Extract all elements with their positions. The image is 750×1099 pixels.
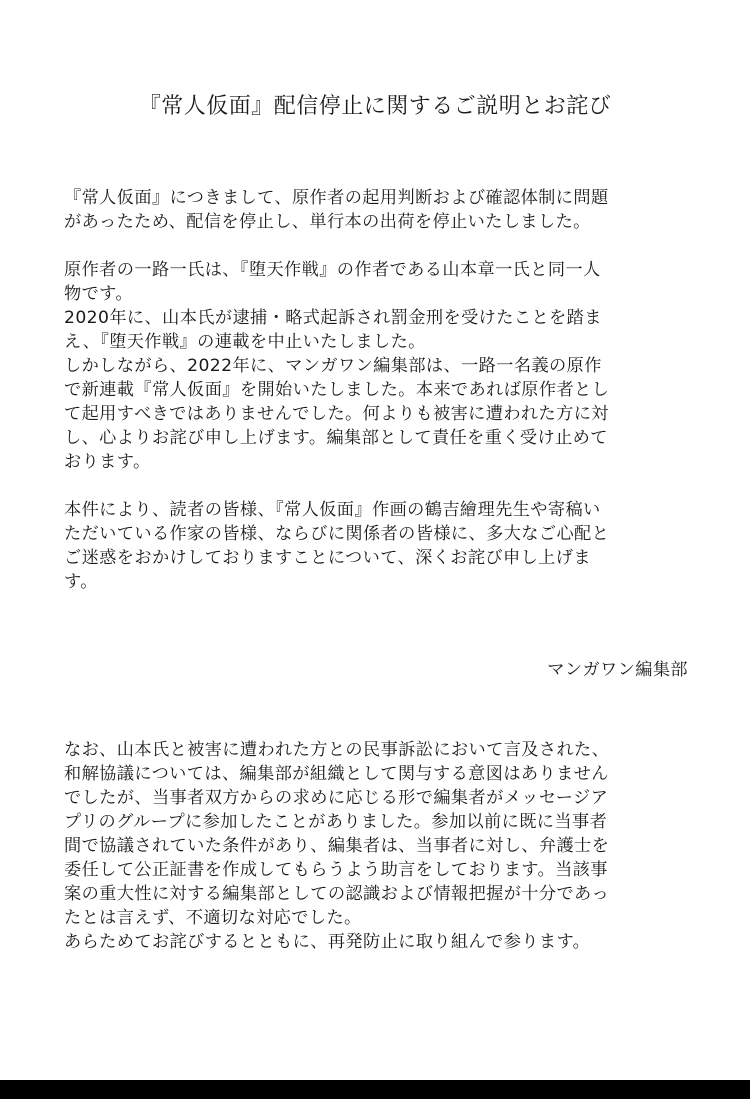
text-line: 委任して公正証書を作成してもらうよう助言をしております。当該事 [64,860,608,880]
text-line: え、『堕天作戦』の連載を中止いたしました。 [64,332,426,352]
text-line: て起用すべきではありませんでした。何よりも被害に遭われた方に対 [64,404,609,424]
addendum-paragraph [64,738,704,954]
bottom-bar [0,1080,750,1099]
text-line: ただいている作家の皆様、ならびに関係者の皆様に、多大なご心配と [64,524,610,544]
text-line: し、心よりお詫び申し上げます。編集部として責任を重く受け止めて [64,428,608,448]
text-line: たとは言えず、不適切な対応でした。 [64,908,362,928]
text-line: なお、山本氏と被害に遭われた方との民事訴訟において言及された、 [64,740,610,760]
text-line: プリのグループに参加したことがありました。参加以前に既に当事者 [64,812,608,832]
text-line: でしたが、当事者双方からの求めに応じる形で編集者がメッセージア [64,788,609,808]
paragraph-3 [64,498,704,594]
text-line: 2020年に、山本氏が逮捕・略式起訴され罰金刑を受けたことを踏ま [64,308,602,328]
signature: マンガワン編集部 [547,660,688,680]
document-title: 『常人仮面』配信停止に関するご説明とお詫び [138,94,612,119]
text-line: しかしながら、2022年に、マンガワン編集部は、一路一名義の原作 [64,356,602,376]
text-line: があったため、配信を停止し、単行本の出荷を停止いたしました。 [64,212,591,232]
text-line: 『常人仮面』につきまして、原作者の起用判断および確認体制に問題 [64,188,609,208]
text-line: す。 [64,572,98,592]
text-line: あらためてお詫びするとともに、再発防止に取り組んで参ります。 [64,932,591,952]
text-line: 物です。 [64,284,133,304]
text-line: 和解協議については、編集部が組織として関与する意図はありません [64,764,609,784]
text-line: ご迷惑をおかけしておりますことについて、深くお詫び申し上げま [64,548,591,568]
paragraph-2 [64,258,704,474]
statement-body [64,186,704,594]
paragraph-1 [64,186,704,234]
text-line: 本件により、読者の皆様、『常人仮面』作画の鶴吉繪理先生や寄稿い [64,500,601,520]
text-line: 案の重大性に対する編集部としての認識および情報把握が十分であっ [64,884,610,904]
text-line: 原作者の一路一氏は、『堕天作戦』の作者である山本章一氏と同一人 [64,260,601,280]
text-line: おります。 [64,452,151,472]
text-line: 間で協議されていた条件があり、編集者は、当事者に対し、弁護士を [64,836,610,856]
text-line: で新連載『常人仮面』を開始いたしました。本来であれば原作者とし [64,380,610,400]
